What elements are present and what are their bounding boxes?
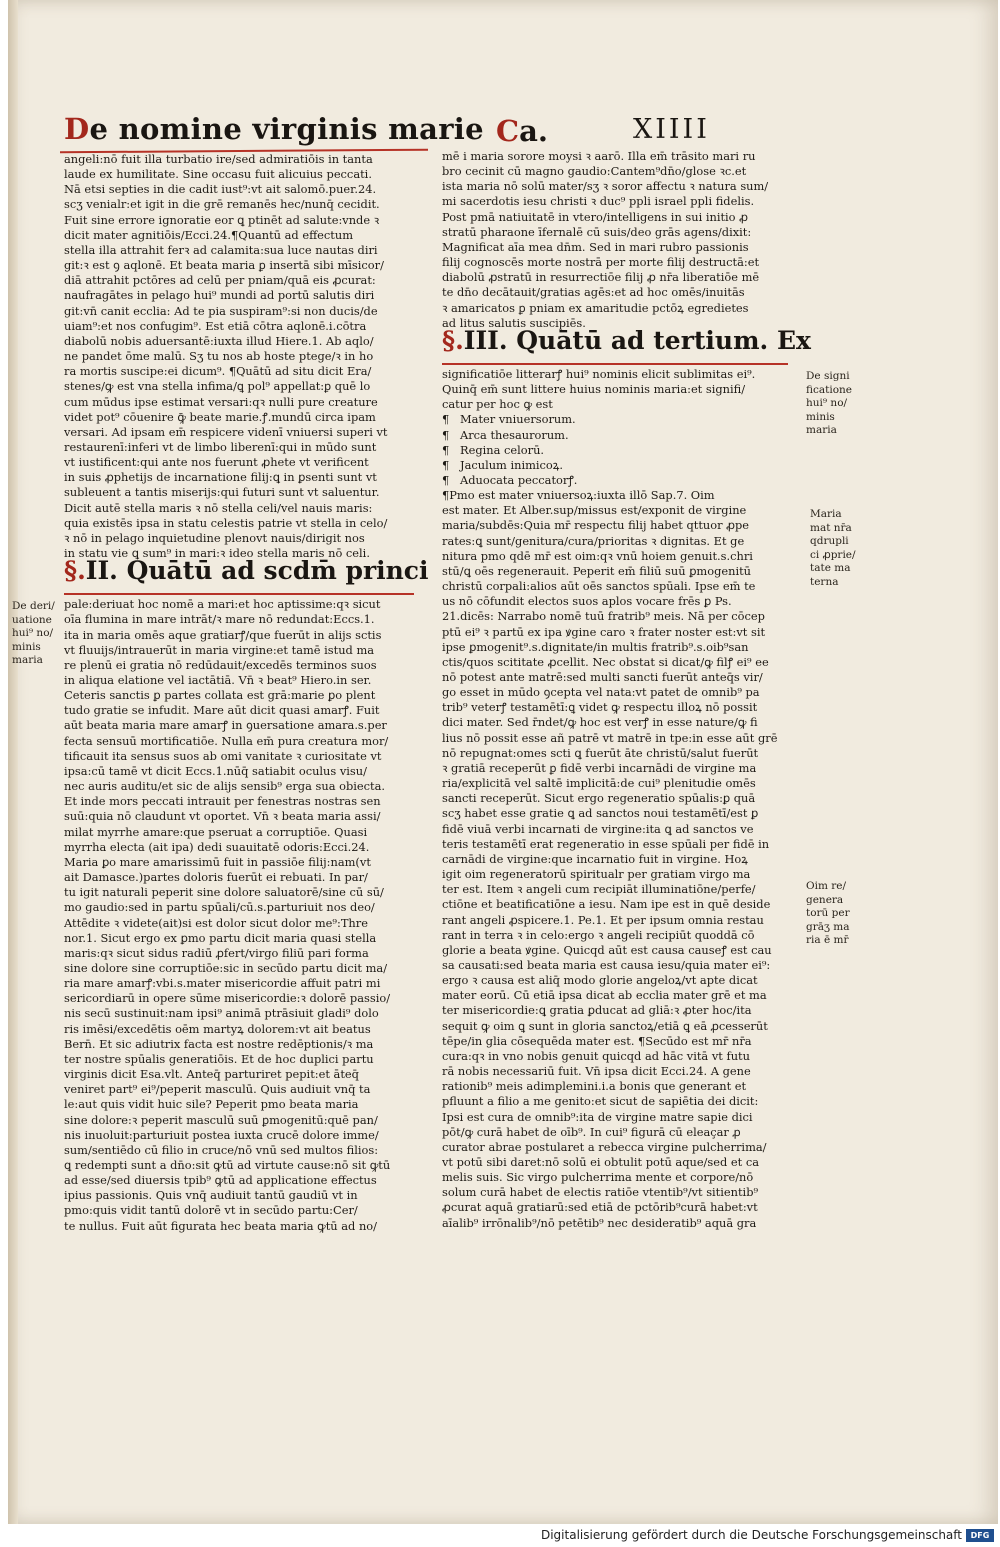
text-line: fidē viuā verbi incarnati de virgine:ita ꝗ ad sanctos ve	[442, 821, 754, 836]
running-title	[64, 112, 484, 146]
text-line: nitura pmo qdē mr̄ est oim:qꝛ vnū hoiem genuit.s.chri	[442, 548, 753, 563]
text-line: teris testamētī erat regeneratio in esse spūali per fidē in	[442, 836, 770, 851]
text-line: cum mūdus ipse estimat versari:qꝛ nulli pure creature	[64, 394, 378, 409]
dfg-logo: DFG	[966, 1529, 994, 1542]
text-line: ꝗ redempti sunt a dn̄o:sit ꝙtū ad virtute cause:nō sit ꝙtū	[64, 1158, 391, 1172]
text-line: le:aut quis vidit huic sile? Peperit pmo beata maria	[64, 1097, 359, 1112]
text-line: tificauit ita sensus suos ab omi vanitate ꝛ curiositate vt	[64, 748, 382, 763]
margin-line: minis	[806, 410, 835, 423]
text-line: ipse ꝑmogenit⁹.s.dignitate/in multis fratrib⁹.s.oib⁹san	[442, 639, 749, 654]
margin-line: De signi	[806, 370, 850, 382]
section-2-initial: §.	[64, 556, 86, 586]
margin-line: torū per	[806, 907, 850, 920]
text-line: ita in maria omēs aque gratiarꝭ/que fuerūt in alijs sctis	[64, 627, 382, 642]
margin-line: maria	[12, 654, 43, 667]
text-line: nō repugnat:omes scti ꝗ fuerūt āte christū/salut fuerūt	[442, 745, 759, 760]
text-line: sine dolore:ꝛ peperit masculū suū ꝑmogenitū:quē pan/	[64, 1112, 378, 1127]
margin-line: hui⁹ no/	[806, 397, 848, 410]
text-line: diabolū nobis aduersantē:iuxta illud Hiere.1. Ab aqlo/	[64, 333, 374, 348]
text-line: angeli:nō fuit illa turbatio ire/sed admiratiōis in tanta	[64, 152, 373, 166]
text-line: nis inuoluit:parturiuit postea iuxta crucē dolore imme/	[64, 1127, 379, 1142]
text-line: tēpe/in glia cōsequēda mater est. ¶Secūdo est mr̄ nr̄a	[442, 1033, 752, 1048]
text-line: ¶Pmo est mater vniuersoꝝ:iuxta illō Sap.7. Oim	[442, 488, 715, 503]
text-line: Ceteris sanctis ꝑ partes collata est grā:marie ꝑo plent	[64, 688, 376, 703]
section-3-title: III. Quātū ad tertium. Ex	[463, 325, 811, 355]
text-line: ad esse/sed diuersis tpib⁹ ꝙtū ad applicatione effectus	[64, 1173, 377, 1188]
text-line: restaurenī:inferi vt de limbo liberenī:qui in mūdo sunt	[64, 439, 377, 454]
text-line: nor.1. Sicut ergo ex ꝑmo partu dicit maria quasi stella	[64, 930, 377, 945]
section-heading-3-text	[442, 325, 811, 355]
text-line: ista maria nō solū mater/sʒ ꝛ soror affectu ꝛ natura sum/	[442, 179, 769, 194]
text-line: in suis ꝓphetijs de incarnatione filij:ꝗ in ꝑsenti sunt vt	[64, 470, 377, 485]
text-line: suū:quia nō claudunt vt oportet. Vn̄ ꝛ beata maria assi/	[64, 809, 381, 824]
pilcrow-icon: ¶	[442, 412, 450, 427]
text-line: pale:deriuat hoc nomē a mari:et hoc aptissime:qꝛ sicut	[64, 597, 381, 612]
text-line: ipsa:cū tamē vt dicit Eccs.1.nūq̄ satiabit oculus visu/	[64, 763, 367, 778]
text-line: ria mare amarꝭ:vbi.s.mater misericordie affuit patri mi	[64, 976, 381, 991]
text-line: Et inde mors peccati intrauit per fenestras nostras sen	[64, 794, 381, 809]
text-line: videt pot⁹ cōuenire ꝙ̄ beate marie.ꝭ.mundū circa ipam	[64, 409, 376, 424]
right-text-block-b	[442, 367, 802, 412]
text-line: veniret part⁹ ei⁹/peperit masculū. Quis audiuit vnq̄ ta	[64, 1082, 371, 1097]
text-line: bro cecinit cū magno gaudio:Cantem⁹dn̄o/glose ꝛc.et	[442, 164, 747, 179]
text-line: ctis/quos scititate ꝓcellit. Nec obstat si dicat/ꝙ filꝭ ei⁹ ee	[442, 654, 769, 669]
text-line: pfluunt a filio a me genito:et sicut de sapiētia dei dicit:	[442, 1094, 759, 1109]
text-line: ꝛ nō in pelago inquietudine plenovt nauis/dirigit nos	[64, 530, 365, 545]
text-line: Magnificat aīa mea dn̄m. Sed in mari rubro passionis	[442, 239, 749, 254]
text-line: ipius passionis. Quis vnq̄ audiuit tantū gaudiū vt in	[64, 1188, 358, 1203]
text-line: scʒ venialr:et igit in die grē remanēs hec/nunq̄ cecidit.	[64, 197, 380, 212]
text-line: melis suis. Sic virgo pulcherrima mente et corpore/nō	[442, 1170, 754, 1185]
margin-note-right-1	[806, 370, 852, 438]
text-line: ter est. Item ꝛ angeli cum recipiāt illuminatiōne/perfe/	[442, 882, 756, 897]
right-text-block-c	[442, 488, 802, 1231]
text-line: Fuit sine errore ignoratie eor ꝗ ptinēt ad salute:vnde ꝛ	[64, 212, 380, 227]
text-line: nō potest ante matrē:sed multi sancti fuerūt anteq̄s vir/	[442, 670, 763, 684]
text-line: tu igit naturali peperit sine dolore saluatorē/sine cū sū/	[64, 885, 384, 900]
text-line: tudo gratie se infudit. Mare aūt dicit quasi amarꝭ. Fuit	[64, 703, 380, 718]
text-line: rant angeli ꝓspicere.1. Pe.1. Et per ipsum omnia restau	[442, 912, 764, 927]
text-line: significatiōe litterarꝭ hui⁹ nominis elicit sublimitas ei⁹.	[442, 366, 756, 381]
text-line: ad litus salutis suscipiēs.	[442, 315, 586, 330]
section-3-rule	[442, 363, 788, 365]
text-line: ꝛ amaricatos ꝑ pniam ex amaritudie pctōꝝ egredietes	[442, 300, 749, 315]
text-line: trib⁹ veterꝭ testamētī:ꝗ videt ꝙ respectu illoꝝ nō possit	[442, 700, 758, 715]
margin-line: mat nr̄a	[810, 521, 852, 534]
text-line: Attēdite ꝛ videte(ait)si est dolor sicut dolor me⁹:Thre	[64, 915, 368, 930]
text-line: go esset in mūdo ꝯcepta vel nata:vt patet de omnib⁹ pa	[442, 685, 760, 700]
text-line: git:ꝛ est ꝯ aqlonē. Et beata maria ꝑ insertā sibi mīsicor/	[64, 258, 384, 273]
text-line: ergo ꝛ causa est aliq̄ modo glorie angeloꝝ/vt apte dicat	[442, 973, 758, 988]
text-line: in aliqua elatione vel iactātiā. Vn̄ ꝛ beat⁹ Hiero.in ser.	[64, 673, 372, 687]
pilcrow-icon: ¶	[442, 427, 450, 442]
text-line: ptū ei⁹ ꝛ partū ex ipa ꝟgine caro ꝛ frater noster est:vt sit	[442, 624, 766, 639]
pilcrow-icon: ¶	[442, 472, 450, 487]
list-item	[442, 458, 802, 473]
text-line: vt fluuijs/intrauerūt in maria virgine:et tamē istud ma	[64, 642, 375, 657]
text-line: git:vn̄ canit ecclia: Ad te pia suspiram⁹:si non ducis/de	[64, 303, 378, 318]
text-line: carnādi de virgine:que incarnatio fuit in virgine. Hoꝝ	[442, 851, 748, 866]
text-line: aūt beata maria mare amarꝭ in ꝯuersatione amara.s.per	[64, 718, 387, 733]
margin-line: genera	[806, 893, 844, 906]
text-line: est mater. Et Alber.sup/missus est/exponit de virgine	[442, 503, 747, 518]
text-line: mē i maria sorore moysi ꝛ aarō. Illa em̄ trāsito mari ru	[442, 149, 756, 163]
text-line: Maria ꝑo mare amarissimū fuit in passiōe filij:nam(vt	[64, 854, 371, 869]
margin-line: terna	[810, 575, 839, 588]
text-line: lius nō possit esse añ patrē vt matrē in tpe:in esse aūt grē	[442, 730, 778, 745]
text-line: scʒ habet esse gratie ꝗ ad sanctos noui testamētī/est ꝑ	[442, 806, 759, 821]
margin-note-left	[12, 600, 55, 668]
text-line: rā nobis necessariū fuit. Vn̄ ipsa dicit Ecci.24. A gene	[442, 1064, 751, 1079]
text-line: vt potū sibi daret:nō solū ei obtulit potū aque/sed et ca	[442, 1155, 760, 1169]
text-line: te dn̄o decātauit/gratias agēs:et ad hoc omēs/inuitās	[442, 285, 745, 300]
list-item-text: Aduocata peccatorꝭ.	[460, 472, 578, 487]
right-text-block-a	[442, 149, 802, 331]
text-line: cura:qꝛ in vno nobis genuit quicqd ad hāc vitā vt futu	[442, 1048, 750, 1063]
text-line: vt iustificent:qui ante nos fuerunt ꝓhete vt verificent	[64, 455, 369, 470]
text-line: mi sacerdotis iesu christi ꝛ duc⁹ ppli israel ppli fidelis.	[442, 194, 755, 209]
list-item-text: Regina celorū.	[460, 442, 545, 457]
text-line: catur per hoc ꝙ est	[442, 397, 553, 412]
chapter-text: a.	[519, 114, 548, 148]
text-line: rationib⁹ meis adimplemini.i.a bonis que generant et	[442, 1079, 747, 1094]
text-line: mo gaudio:sed in partu spūali/cū.s.parturiuit nos deo/	[64, 900, 375, 915]
text-line: sine dolore sine corruptiōe:sic in secūdo partu dicit ma/	[64, 960, 388, 975]
list-item-text: Jaculum inimicoꝝ.	[460, 457, 563, 472]
text-line: pmo:quis vidit tantū dolorē vt in secūdo partu:Cer/	[64, 1203, 358, 1218]
text-line: stenes/ꝙ est vna stella infima/ꝗ pol⁹ appellat:ꝑ quē lo	[64, 379, 371, 394]
text-line: sericordiarū in opere sūme misericordie:ꝛ dolorē passio/	[64, 991, 391, 1006]
text-line: filij cognoscēs morte nostrā per morte filij destructā:et	[442, 255, 760, 270]
text-line: quia existēs ipsa in statu celestis patrie vt stella in celo/	[64, 515, 388, 530]
text-line: curator abrae postularet a rebecca virgine pulcherrima/	[442, 1139, 767, 1154]
list-item	[442, 428, 802, 443]
text-line: ne pandet ōme malū. Sʒ tu nos ab hoste ptege/ꝛ in ho	[64, 349, 374, 364]
text-line: Quinq̄ em̄ sunt littere huius nominis maria:et signifi/	[442, 382, 746, 397]
text-line: nec auris auditu/et sic de alijs sensib⁹ erga sua obiecta.	[64, 779, 386, 794]
folio-number: XIIII	[633, 114, 710, 145]
text-line: ꝓcurat aquā gratiarū:sed etiā de pctōrib⁹curā habet:vt	[442, 1200, 758, 1215]
letter-meanings-list	[442, 412, 802, 488]
margin-line: minis	[12, 640, 41, 653]
title-initial: D	[64, 112, 90, 146]
text-line: nis secū sustinuit:nam ipsi⁹ animā ptrāsiuit gladi⁹ dolo	[64, 1006, 379, 1021]
text-line: sum/sentiēdo cū filio in cruce/nō vnū sed multos filios:	[64, 1142, 379, 1157]
text-line: Bern̄. Et sic adiutrix facta est nostre redēptionis/ꝛ ma	[64, 1036, 374, 1051]
text-line: rant in terra ꝛ in celo:ergo ꝛ angeli recipiūt quoddā cō	[442, 927, 755, 942]
text-line: diā attrahit pctōres ad celū per pniam/quā eis ꝓcurat:	[64, 273, 376, 288]
text-line: sa causati:sed beata maria est causa iesu/quia mater ei⁹:	[442, 957, 771, 972]
text-line: sancti receperūt. Sicut ergo regeneratio spūalis:ꝑ quā	[442, 791, 756, 806]
title-text: e nomine virginis marie	[89, 112, 484, 146]
margin-line: ficatione	[806, 383, 853, 396]
right-column	[442, 149, 811, 1231]
text-line: milat myrrhe amare:que pseruat a corruptiōe. Quasi	[64, 824, 368, 839]
text-line: stratū pharaone īfernalē cū suis/deo grās agens/dixit:	[442, 224, 752, 239]
margin-line: maria	[806, 424, 837, 437]
text-line: ria/explicitā vel saltē implicitā:de cui⁹ plenitudie omēs	[442, 776, 756, 791]
text-line: versari. Ad ipsam em̄ respicere videnī vniuersi superi vt	[64, 424, 388, 439]
margin-line: grāʒ ma	[806, 920, 850, 933]
margin-line: qdrupli	[810, 535, 849, 548]
text-line: in statu vie ꝗ sum⁹ in mari:ꝛ ideo stella maris nō celi.	[64, 546, 370, 561]
margin-line: ci ꝓprie/	[810, 548, 856, 561]
text-line: ait Damasce.)partes doloris fuerūt ei rebuati. In par/	[64, 870, 368, 885]
text-line: solum curā habet de electis ratiōe vtentib⁹/vt sitientib⁹	[442, 1185, 759, 1200]
text-line: ris imēsi/excedētis oēm martyꝝ dolorem:vt ait beatus	[64, 1021, 371, 1036]
text-line: Ipsi est cura de omnib⁹:ita de virgine matre sapie dici	[442, 1109, 753, 1124]
text-line: ter nostre spūalis generatiōis. Et de hoc duplici partu	[64, 1051, 374, 1066]
text-line: Post pmā natiuitatē in vtero/intelligens in sui initio ꝓ	[442, 209, 748, 224]
text-line: re plenū ei gratia nō redūdauit/excedēs terminos suos	[64, 657, 377, 672]
text-line: maria/subdēs:Quia mr̄ respectu filij habet qttuor ꝓpe	[442, 518, 750, 533]
funding-credit: Digitalisierung gefördert durch die Deutsche Forschungsgemeinschaft	[540, 1528, 962, 1542]
text-line: uiam⁹:et nos confugim⁹. Est etiā cōtra aqlonē.i.cōtra	[64, 318, 367, 333]
margin-line: uatione	[12, 613, 52, 626]
section-2-rule	[64, 593, 414, 595]
page-edge	[8, 0, 18, 1524]
section-heading-3	[442, 325, 811, 367]
text-line: dicit mater agnitiōis/Ecci.24.¶Quantū ad effectum	[64, 227, 354, 242]
text-line: Nā etsi septies in die cadit iust⁹:vt ait salomō.puer.24.	[64, 182, 377, 197]
pilcrow-icon: ¶	[442, 457, 450, 472]
text-line: fecta sensuū mortificatiōe. Nulla em̄ pura creatura mor/	[64, 733, 389, 748]
text-line: ꝛ gratiā receperūt ꝑ fidē verbi incarnādi de virgine ma	[442, 760, 757, 775]
section-3-initial: §.	[442, 325, 464, 355]
margin-note-right-2	[810, 508, 856, 590]
margin-line: Maria	[810, 508, 842, 520]
text-line: rates:ꝗ sunt/genitura/cura/prioritas ꝛ dignitas. Et ge	[442, 533, 745, 548]
text-line: christū corpali:alios aūt oēs sanctos spūali. Ipse em̄ te	[442, 579, 756, 594]
list-item	[442, 443, 802, 458]
text-line: us nō cōfundit electos suos aplos vocare frēs ꝑ Ps.	[442, 594, 732, 609]
footer-credit-bar	[0, 1524, 1000, 1547]
text-line: glorie a beata ꝟgine. Quicqd aūt est causa causeꝭ est cau	[442, 942, 772, 957]
margin-line: ria ē mr̄	[806, 934, 849, 947]
margin-note-right-3	[806, 880, 850, 948]
text-line: subleuent a tantis miserijs:qui futuri sunt vt saluentur.	[64, 485, 380, 500]
text-line: ctiōne et beatificatiōne a iesu. Nam ipe est in quē deside	[442, 897, 771, 912]
section-heading-2-text	[64, 556, 429, 586]
text-line: ter misericordie:ꝗ gratia ꝑducat ad gliā:ꝛ ꝓter hoc/ita	[442, 1003, 752, 1018]
list-item-text: Mater vniuersorum.	[460, 412, 576, 427]
text-line: myrrha electa (ait ipa) dedi suauitatē odoris:Ecci.24.	[64, 839, 370, 854]
text-line: igit oim regeneratorū spiritualr per gratiam virgo ma	[442, 867, 751, 882]
text-line: oīa flumina in mare intrāt/ꝛ mare nō redundat:Eccs.1.	[64, 612, 375, 627]
text-line: virginis dicit Esa.vlt. Anteq̄ parturiret pepit:et āteq̄	[64, 1067, 359, 1082]
list-item	[442, 412, 802, 427]
margin-line: Oim re/	[806, 880, 847, 892]
left-text-block-a	[64, 152, 426, 561]
text-line: dici mater. Sed r̄ndet/ꝙ hoc est verꝭ in esse nature/ꝙ fi	[442, 715, 758, 730]
text-line: sequit ꝙ oim ꝗ sunt in gloria sanctoꝝ/etiā ꝗ eā ꝓcesserūt	[442, 1018, 768, 1033]
text-line: ra mortis suscipe:ei dicum⁹. ¶Quātū ad situ dicit Era/	[64, 364, 372, 379]
text-line: stū/ꝗ oēs regenerauit. Peperit em̄ filiū suū ꝑmogenitū	[442, 563, 752, 578]
list-item	[442, 473, 802, 488]
pilcrow-icon: ¶	[442, 442, 450, 457]
text-line: Dicit autē stella maris ꝛ nō stella celi/vel nauis maris:	[64, 500, 373, 515]
section-heading-2	[64, 556, 429, 597]
left-column	[64, 152, 429, 1234]
text-line: naufragātes in pelago hui⁹ mundi ad portū salutis diri	[64, 288, 375, 303]
margin-line: tate ma	[810, 562, 851, 575]
text-line: pōt/ꝙ curā habet de oīb⁹. In cui⁹ figurā cū eleaçar ꝓ	[442, 1124, 741, 1139]
text-line: maris:qꝛ sicut sidus radiū ꝓfert/virgo filiū pari forma	[64, 945, 369, 960]
list-item-text: Arca thesaurorum.	[460, 427, 569, 442]
text-line: aīalib⁹ irrōnalib⁹/nō petētib⁹ nec desideratib⁹ aquā gra	[442, 1215, 757, 1230]
margin-line: hui⁹ no/	[12, 627, 54, 640]
chapter-initial: C	[496, 114, 520, 148]
chapter-label	[496, 114, 548, 148]
text-line: diabolū ꝓstratū in resurrectiōe filij ꝓ nr̄a liberatiōe mē	[442, 270, 760, 285]
margin-line: De deri/	[12, 600, 55, 612]
text-line: te nullus. Fuit aūt figurata hec beata maria ꝙtū ad no/	[64, 1218, 377, 1233]
text-line: mater eorū. Cū etiā ipsa dicat ab ecclia mater grē et ma	[442, 988, 767, 1003]
section-2-title: II. Quātū ad scdm̄ princi	[85, 556, 429, 586]
text-line: 21.dicēs: Narrabo nomē tuū fratrib⁹ meis. Nā per cōcep	[442, 609, 765, 624]
text-line: stella illa attrahit ferꝛ ad calamita:sua luce nautas diri	[64, 242, 378, 257]
text-line: laude ex humilitate. Sine occasu fuit alicuius peccati.	[64, 167, 372, 182]
left-text-block-b	[64, 597, 426, 1234]
